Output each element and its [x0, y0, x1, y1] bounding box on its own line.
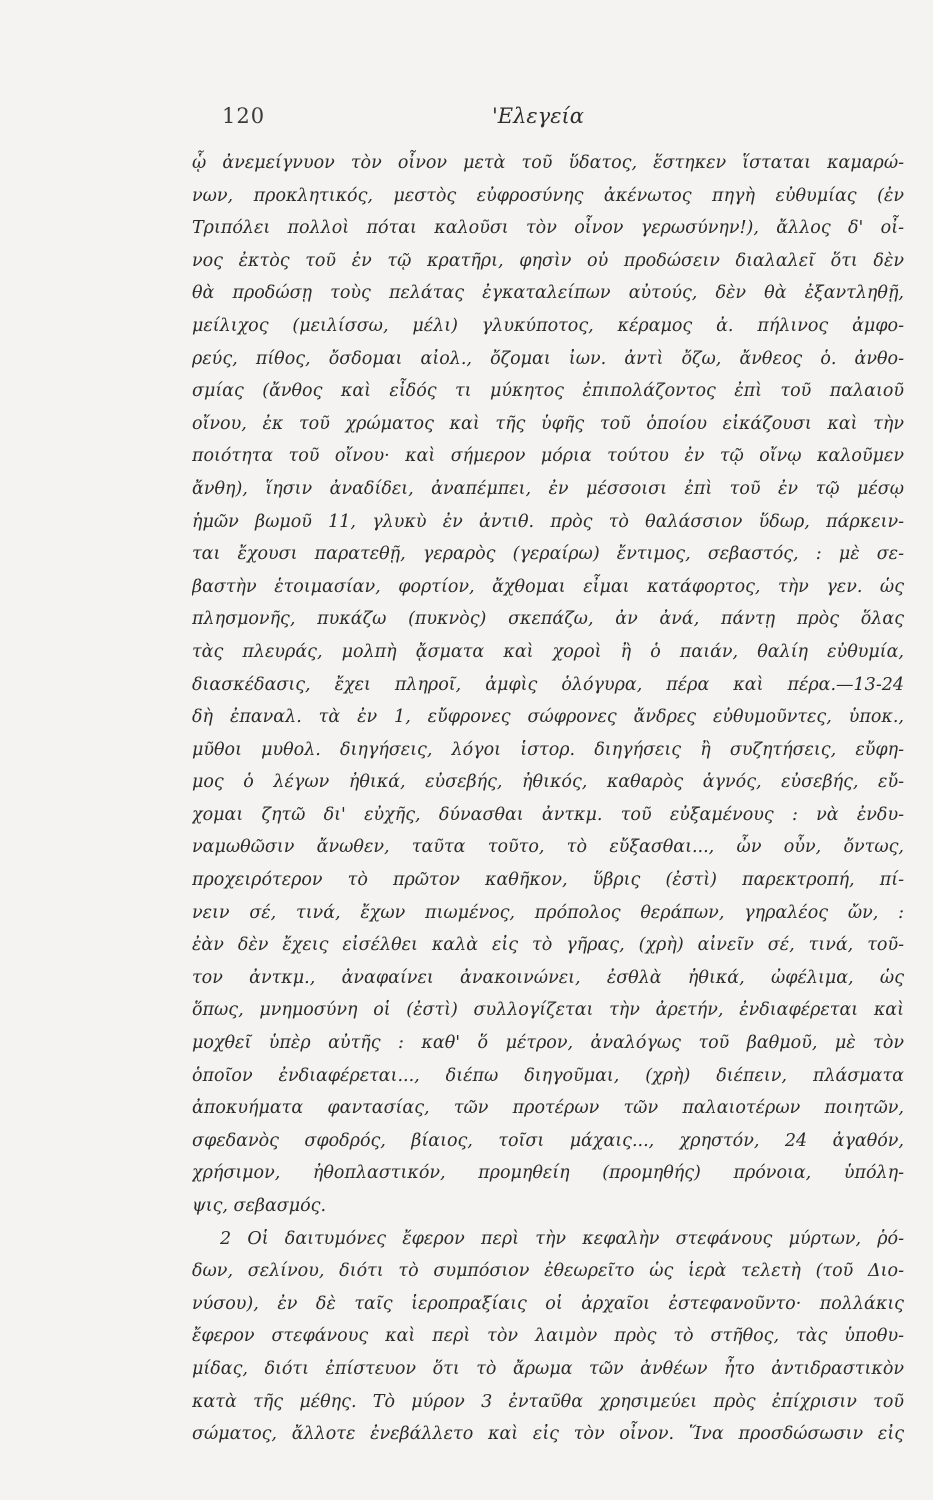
- running-title: 'Ελεγεία: [492, 104, 584, 128]
- text-line: ὅπως, μνημοσύνη οἱ (ἐστὶ) συλλογίζεται τὴν ἀρετήν, ἐνδιαφέρεται καὶ: [192, 1000, 904, 1021]
- text-line: τον ἀντκμ., ἀναφαίνει ἀνακοινώνει, ἐσθλὰ ἠθικά, ὠφέλιμα, ὡς: [192, 967, 904, 988]
- body-text: [192, 147, 904, 1451]
- text-line: ἄνθη), ἵησιν ἀναδίδει, ἀναπέμπει, ἐν μέσσοισι ἐπὶ τοῦ ἐν τῷ μέσῳ: [192, 478, 904, 499]
- text-line: σμίας (ἄνθος καὶ εἶδός τι μύκητος ἐπιπολάζοντος ἐπὶ τοῦ παλαιοῦ: [192, 381, 904, 402]
- text-line: μῦθοι μυθολ. διηγήσεις, λόγοι ἱστορ. διηγήσεις ἢ συζητήσεις, εὔφη-: [192, 739, 904, 760]
- text-line: θὰ προδώσῃ τοὺς πελάτας ἐγκαταλείπων αὐτούς, δὲν θὰ ἐξαντληθῇ,: [192, 283, 904, 304]
- text-line: ἔφερον στεφάνους καὶ περὶ τὸν λαιμὸν πρὸς τὸ στῆθος, τὰς ὑποθυ-: [192, 1326, 904, 1347]
- text-line: ᾧ ἀνεμείγνυον τὸν οἶνον μετὰ τοῦ ὕδατος, ἕστηκεν ἵσταται καμαρώ-: [192, 153, 904, 173]
- text-line: ναμωθῶσιν ἄνωθεν, ταῦτα τοῦτο, τὸ εὔξασθαι..., ὦν οὖν, ὄντως,: [192, 837, 904, 858]
- text-line: 2 Οἱ δαιτυμόνες ἔφερον περὶ τὴν κεφαλὴν στεφάνους μύρτων, ῥό-: [220, 1228, 904, 1249]
- text-line: κατὰ τῆς μέθης. Τὸ μύρον 3 ἐνταῦθα χρησιμεύει πρὸς ἐπίχρισιν τοῦ: [192, 1391, 904, 1412]
- page-header: [222, 104, 902, 144]
- text-line: ἀποκυήματα φαντασίας, τῶν προτέρων τῶν παλαιοτέρων ποιητῶν,: [192, 1098, 904, 1119]
- text-line: Τριπόλει πολλοὶ πόται καλοῦσι τὸν οἶνον γερωσύνην!), ἄλλος δ' οἶ-: [192, 218, 904, 239]
- text-line: μείλιχος (μειλίσσω, μέλι) γλυκύποτος, κέραμος ἀ. πήλινος ἀμφο-: [192, 315, 904, 336]
- text-line: μίδας, διότι ἐπίστευον ὅτι τὸ ἄρωμα τῶν ἀνθέων ἦτο ἀντιδραστικὸν: [192, 1358, 904, 1379]
- page-number: 120: [222, 104, 266, 128]
- text-line: μοχθεῖ ὑπὲρ αὐτῆς : καθ' ὅ μέτρον, ἀναλόγως τοῦ βαθμοῦ, μὲ τὸν: [192, 1033, 904, 1054]
- text-line: νύσου), ἐν δὲ ταῖς ἱεροπραξίαις οἱ ἀρχαῖοι ἐστεφανοῦντο· πολλάκις: [192, 1293, 904, 1314]
- text-line: δὴ ἐπαναλ. τὰ ἐν 1, εὔφρονες σώφρονες ἄνδρες εὐθυμοῦντες, ὑποκ.,: [192, 707, 904, 728]
- text-line: δων, σελίνου, διότι τὸ συμπόσιον ἐθεωρεῖτο ὡς ἱερὰ τελετὴ (τοῦ Διο-: [192, 1261, 904, 1282]
- text-line: σώματος, ἄλλοτε ἐνεβάλλετο καὶ εἰς τὸν οἶνον. Ἵνα προσδώσωσιν εἰς: [192, 1424, 904, 1445]
- text-line: ται ἔχουσι παρατεθῇ, γεραρὸς (γεραίρω) ἔντιμος, σεβαστός, : μὲ σε-: [192, 544, 904, 565]
- text-line: ποιότητα τοῦ οἴνου· καὶ σήμερον μόρια τούτου ἐν τῷ οἴνῳ καλοῦμεν: [192, 446, 904, 467]
- text-line: χρήσιμον, ἠθοπλαστικόν, προμηθείη (προμηθής) πρόνοια, ὑπόλη-: [192, 1163, 904, 1184]
- text-line: προχειρότερον τὸ πρῶτον καθῆκον, ὕβρις (ἐστὶ) παρεκτροπή, πί-: [192, 870, 904, 891]
- text-line: ἡμῶν βωμοῦ 11, γλυκὺ ἐν ἀντιθ. πρὸς τὸ θαλάσσιον ὕδωρ, πάρκειν-: [192, 511, 904, 532]
- text-line: νων, προκλητικός, μεστὸς εὐφροσύνης ἀκένωτος πηγὴ εὐθυμίας (ἐν: [192, 185, 904, 206]
- text-line: νος ἐκτὸς τοῦ ἐν τῷ κρατῆρι, φησὶν οὐ προδώσειν διαλαλεῖ ὅτι δὲν: [192, 250, 904, 271]
- text-line: ἐὰν δὲν ἔχεις εἰσέλθει καλὰ εἰς τὸ γῆρας, (χρὴ) αἰνεῖν σέ, τινά, τοῦ-: [192, 935, 904, 956]
- text-line: ψις, σεβασμός.: [192, 1196, 327, 1216]
- text-line: τὰς πλευράς, μολπὴ ᾄσματα καὶ χοροὶ ἢ ὁ παιάν, θαλίη εὐθυμία,: [192, 641, 904, 662]
- text-line: ὁποῖον ἐνδιαφέρεται..., διέπω διηγοῦμαι, (χρὴ) διέπειν, πλάσματα: [192, 1065, 904, 1086]
- text-line: σφεδανὸς σφοδρός, βίαιος, τοῖσι μάχαις..., χρηστόν, 24 ἀγαθόν,: [192, 1130, 904, 1151]
- text-line: ρεύς, πίθος, ὄσδομαι αἰολ., ὄζομαι ἰων. ἀντὶ ὄζω, ἄνθεος ὁ. ἀνθο-: [192, 348, 904, 369]
- text-line: μος ὁ λέγων ἠθικά, εὐσεβής, ἠθικός, καθαρὸς ἁγνός, εὐσεβής, εὔ-: [192, 772, 904, 793]
- text-line: νειν σέ, τινά, ἔχων πιωμένος, πρόπολος θεράπων, γηραλέος ὤν, :: [192, 902, 904, 923]
- text-line: οἴνου, ἐκ τοῦ χρώματος καὶ τῆς ὑφῆς τοῦ ὁποίου εἰκάζουσι καὶ τὴν: [192, 413, 904, 434]
- text-line: διασκέδασις, ἔχει πληροῖ, ἀμφὶς ὁλόγυρα, πέρα καὶ πέρα.—13-24: [192, 674, 904, 695]
- text-line: βαστὴν ἑτοιμασίαν, φορτίον, ἄχθομαι εἶμαι κατάφορτος, τὴν γεν. ὡς: [192, 576, 904, 597]
- text-line: πλησμονῆς, πυκάζω (πυκνὸς) σκεπάζω, ἀν ἀνά, πάντῃ πρὸς ὅλας: [192, 609, 904, 630]
- text-line: χομαι ζητῶ δι' εὐχῆς, δύνασθαι ἀντκμ. τοῦ εὐξαμένους : νὰ ἐνδυ-: [192, 804, 904, 825]
